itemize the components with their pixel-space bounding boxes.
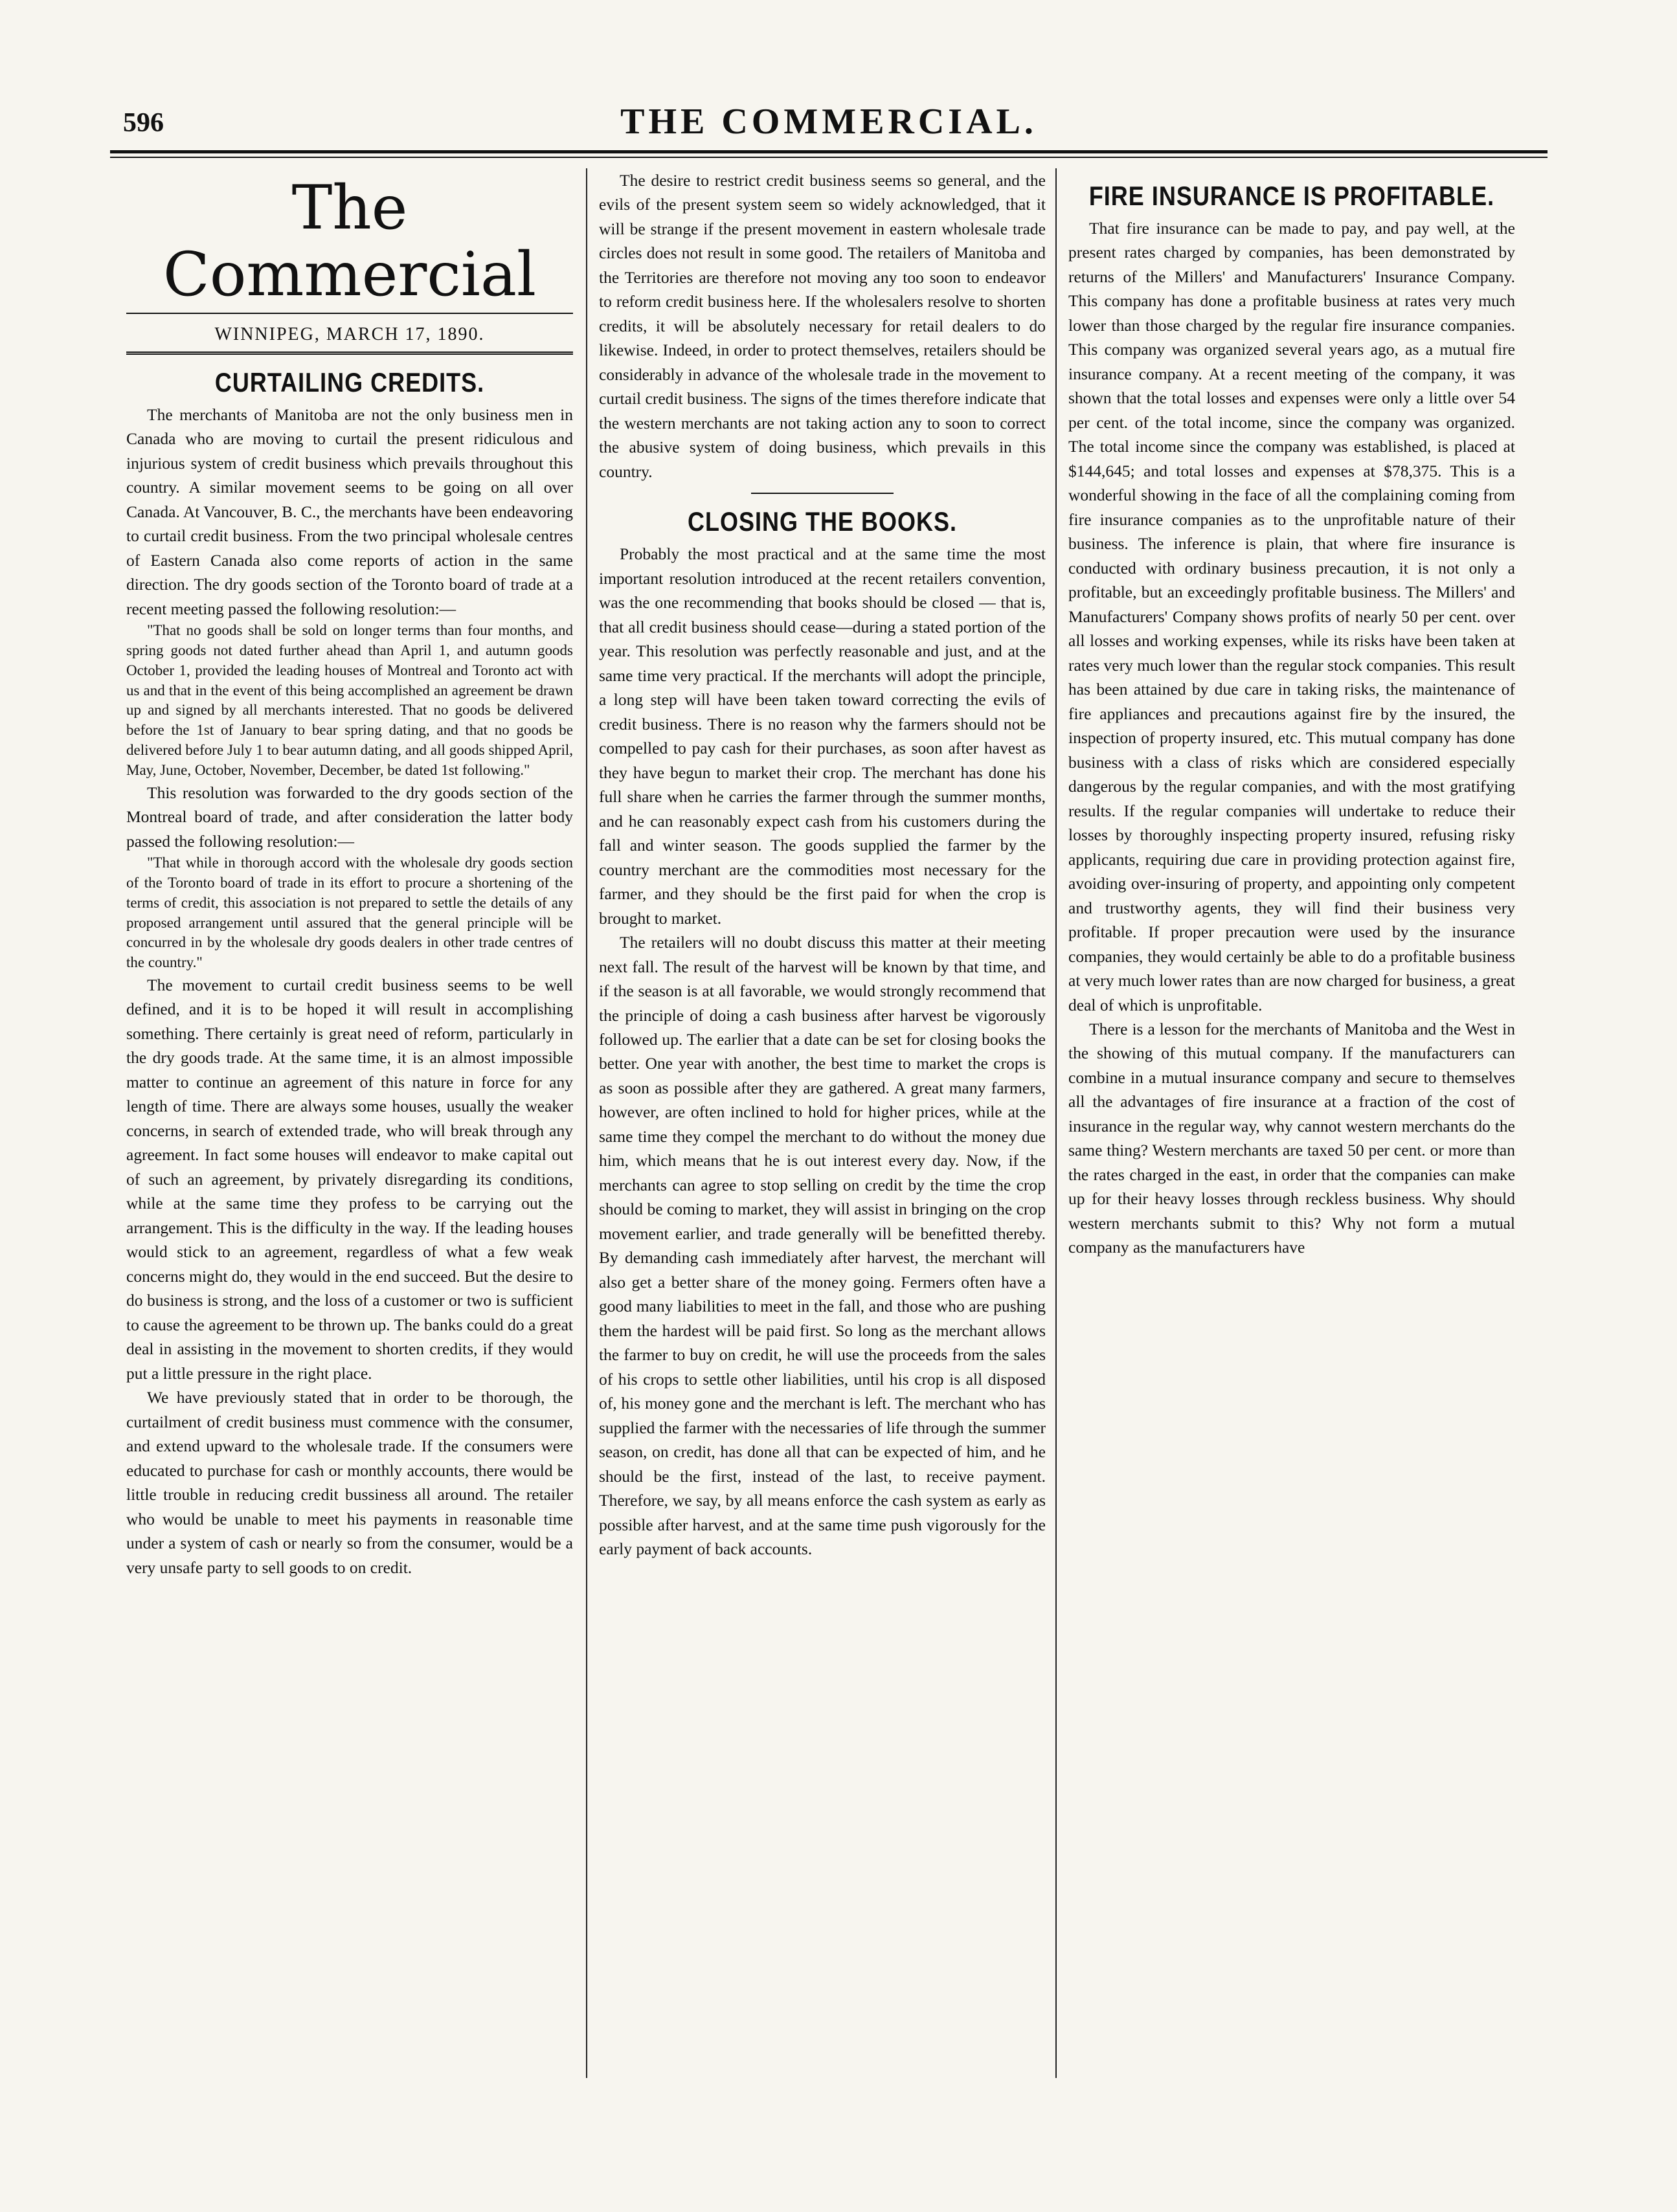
column-3: [1068, 168, 1515, 2097]
article-paragraph: The desire to restrict credit business seems so general, and the evils of the present system seem so widely acknowledged, that it will be strange if the present movement in eastern wholesale trade circles does not result in some good. The retailers of Manitoba and the Territories are therefore not moving any too soon to endeavor to reform credit business here. If the wholesalers resolve to shorten credits, it will be absolutely necessary for retail dealers to do likewise. Indeed, in order to protect themselves, retailers should be considerably in advance of the wholesale trade in the movement to curtail credit business. The signs of the times therefore indicate that the western merchants are not taking action any to soon to correct the abusive system of doing business, which prevails in this country.: [599, 171, 1046, 481]
page-number: 596: [123, 108, 164, 138]
masthead-rule: [126, 313, 573, 314]
article-paragraph: The merchants of Manitoba are not the only business men in Canada who are moving to curtail the present ridiculous and injurious system of credit business which prevails throughout this country. A similar movement seems to be going on all over Canada. At Vancouver, B. C., the merchants have been endeavoring to curtail credit business. From the two principal wholesale centres of Eastern Canada also come reports of action in the same direction. The dry goods section of the Toronto board of trade at a recent meeting passed the following resolution:—: [126, 405, 573, 618]
article-paragraph: The movement to curtail credit business seems to be well defined, and it is to be hoped it will result in accomplishing something. There certainly is great need of reform, particularly in the dry goods trade. At the same time, it is an almost impossible matter to continue an agreement of this nature in force for any length of time. There are always some houses, usually the weaker concerns, in search of extended trade, who will break through any agreement. In fact some houses will endeavor to make capital out of such an agreement, by privately disregarding its conditions, while at the same time they profess to be carrying out the arrangement. This is the difficulty in the way. If the leading houses would stick to an agreement, regardless of what a few weak concerns might do, they would in the end succeed. But the desire to do business is strong, and the loss of a customer or two is sufficient to cause the agreement to be thrown up. The banks could do a great deal in assisting in the movement to shorten credits, if they would put a little pressure in the right place.: [126, 975, 573, 1383]
header-rule-thin: [110, 157, 1548, 158]
publication-name: THE COMMERCIAL.: [620, 102, 1037, 142]
dateline-rule: [126, 352, 573, 355]
article-separator: [751, 493, 894, 494]
header-rule: [110, 150, 1548, 153]
masthead-title: The Commercial: [163, 173, 537, 311]
article-paragraph: We have previously stated that in order to be thorough, the curtailment of credit business must commence with the consumer, and extend upward to the wholesale trade. If the consumers were educated to purchase for cash or monthly accounts, there would be little trouble in reducing credit bussiness all around. The retailer who would be unable to meet his payments in reasonable time under a system of cash or nearly so from the consumer, would be a very unsafe party to sell goods to on credit.: [126, 1388, 573, 1577]
dateline: WINNIPEG, MARCH 17, 1890.: [214, 324, 485, 344]
column-divider: [1055, 168, 1057, 2078]
article-paragraph: Probably the most practical and at the same time the most important resolution introduced at the recent retailers convention, was the one recommending that books should be closed — that is, that all credit business should cease—during a stated portion of the year. This resolution was perfectly reasonable and just, and at the same time very practical. If the merchants will adopt the principle, a long step will have been taken toward correcting the evils of credit business. There is no reason why the farmers should not be compelled to pay cash for their purchases, as soon after havest as they have begun to market their crop. The merchant has done his full share when he carries the farmer through the summer months, and he can reasonably expect cash from his customers during the fall and winter season. The goods supplied the farmer by the country merchant are the commodities most necessary for the farmer, and they should be the first paid for when the crop is brought to market.: [599, 544, 1046, 928]
article-paragraph: There is a lesson for the merchants of Manitoba and the West in the showing of this mutual company. If the manufacturers can combine in a mutual insurance company and secure to themselves all the advantages of fire insurance at a fraction of the cost of insurance in the regular way, why cannot western merchants do the same thing? Western merchants are taxed 50 per cent. or more than the rates charged in the east, in order that the companies can make up for their heavy losses through reckless business. Why should western merchants submit to this? Why not form a mutual company as the manufacturers have: [1068, 1019, 1515, 1257]
headline-closing-the-books: CLOSING THE BOOKS.: [687, 506, 958, 537]
column-1: [126, 168, 573, 2097]
article-paragraph: The retailers will no doubt discuss this matter at their meeting next fall. The result of the harvest will be known by that time, and if the season is at all favorable, we would strongly recommend that the principle of doing a cash business after harvest be vigorously followed up. The earlier that a date can be set for closing books the better. One year with another, the best time to market the crops is as soon as possible after they are gathered. A great many farmers, however, are often inclined to hold for higher prices, while at the same time they compel the merchant to do without the money due him, which means that he is out interest every day. Now, if the merchants can agree to stop selling on credit by the time the crop should be coming to market, they will assist in bringing on the crop movement earlier, and trade generally will be benefitted thereby. By demanding cash immediately after harvest, the merchant will also get a better share of the money going. Fermers often have a good many liabilities to meet in the fall, and those who are pushing them the hardest will be paid first. So long as the merchant allows the farmer to buy on credit, he will use the proceeds from the sales of his crops to settle other liabilities, until his crop is all disposed of, his money gone and the merchant is left. The merchant who has supplied the farmer with the necessaries of life through the summer season, on credit, has done all that can be expected of him, and he should be the first, instead of the last, to receive payment. Therefore, we say, by all means enforce the cash system as early as possible after harvest, and at the same time push vigorously for the early payment of back accounts.: [599, 933, 1046, 1559]
column-2: [599, 168, 1046, 2097]
headline-fire-insurance: FIRE INSURANCE IS PROFITABLE.: [1088, 180, 1495, 211]
column-divider: [586, 168, 587, 2078]
article-paragraph: That fire insurance can be made to pay, and pay well, at the present rates charged by companies, has been demonstrated by returns of the Millers' and Manufacturers' Insurance Company. This company has done a profitable business at rates very much lower than those charged by the regular fire insurance companies. This company was organized several years ago, as a mutual fire insurance company. At a recent meeting of the company, it was shown that the total losses and expenses were only a little over 54 per cent. of the total income, since the company was organized. The total income since the company was established, is placed at $144,645; and total losses and expenses at $78,375. This is a wonderful showing in the face of all the complaining coming from fire insurance companies as to the unprofitable nature of their business. The inference is plain, that where fire insurance is conducted with ordinary business precaution, it is not only a profitable, but an exceedingly profitable business. The Millers' and Manufacturers' Company shows profits of nearly 50 per cent. over all losses and working expenses, while its risks have been taken at rates very much lower than the regular stock companies. This result has been attained by due care in taking risks, the maintenance of fire appliances and precautions against fire by the insured, the inspection of property insured, etc. This mutual company has done business with a class of risks which are considered especially dangerous by the regular companies, and with the most gratifying results. If the regular companies will undertake to reduce their losses by thoroughly inspecting property insured, refusing risky applicants, requiring due care in providing protection against fire, avoiding over-insuring of property, and appointing only competent and trustworthy agents, they will find their business very profitable. If proper precaution were used by the insurance companies, they would certainly be able to do a profitable business at very much lower rates than are now charged for business, a great deal of which is unprofitable.: [1068, 219, 1515, 1014]
headline-curtailing-credits: CURTAILING CREDITS.: [214, 366, 485, 397]
article-quote: "That while in thorough accord with the wholesale dry goods section of the Toronto board of trade in its effort to procure a shortening of the terms of credit, this association is not prepared to settle the details of any proposed arrangement until assured that the general principle will be concurred in by the wholesale dry goods dealers in other trade centres of the country.": [126, 855, 573, 971]
article-paragraph: This resolution was forwarded to the dry goods section of the Montreal board of trade, and after consideration the latter body passed the following resolution:—: [126, 783, 573, 851]
running-header: [110, 96, 1548, 141]
article-quote: "That no goods shall be sold on longer terms than four months, and spring goods not dated further ahead than April 1, and autumn goods October 1, provided the leading houses of Montreal and Toronto act with us and that in the event of this being accomplished an agreement be drawn up and signed by all merchants interested. That no goods be delivered before the 1st of January to bear spring dating, and that no goods be delivered before July 1 to bear autumn dating, and all goods shipped April, May, June, October, November, December, be dated 1st following.": [126, 622, 573, 778]
